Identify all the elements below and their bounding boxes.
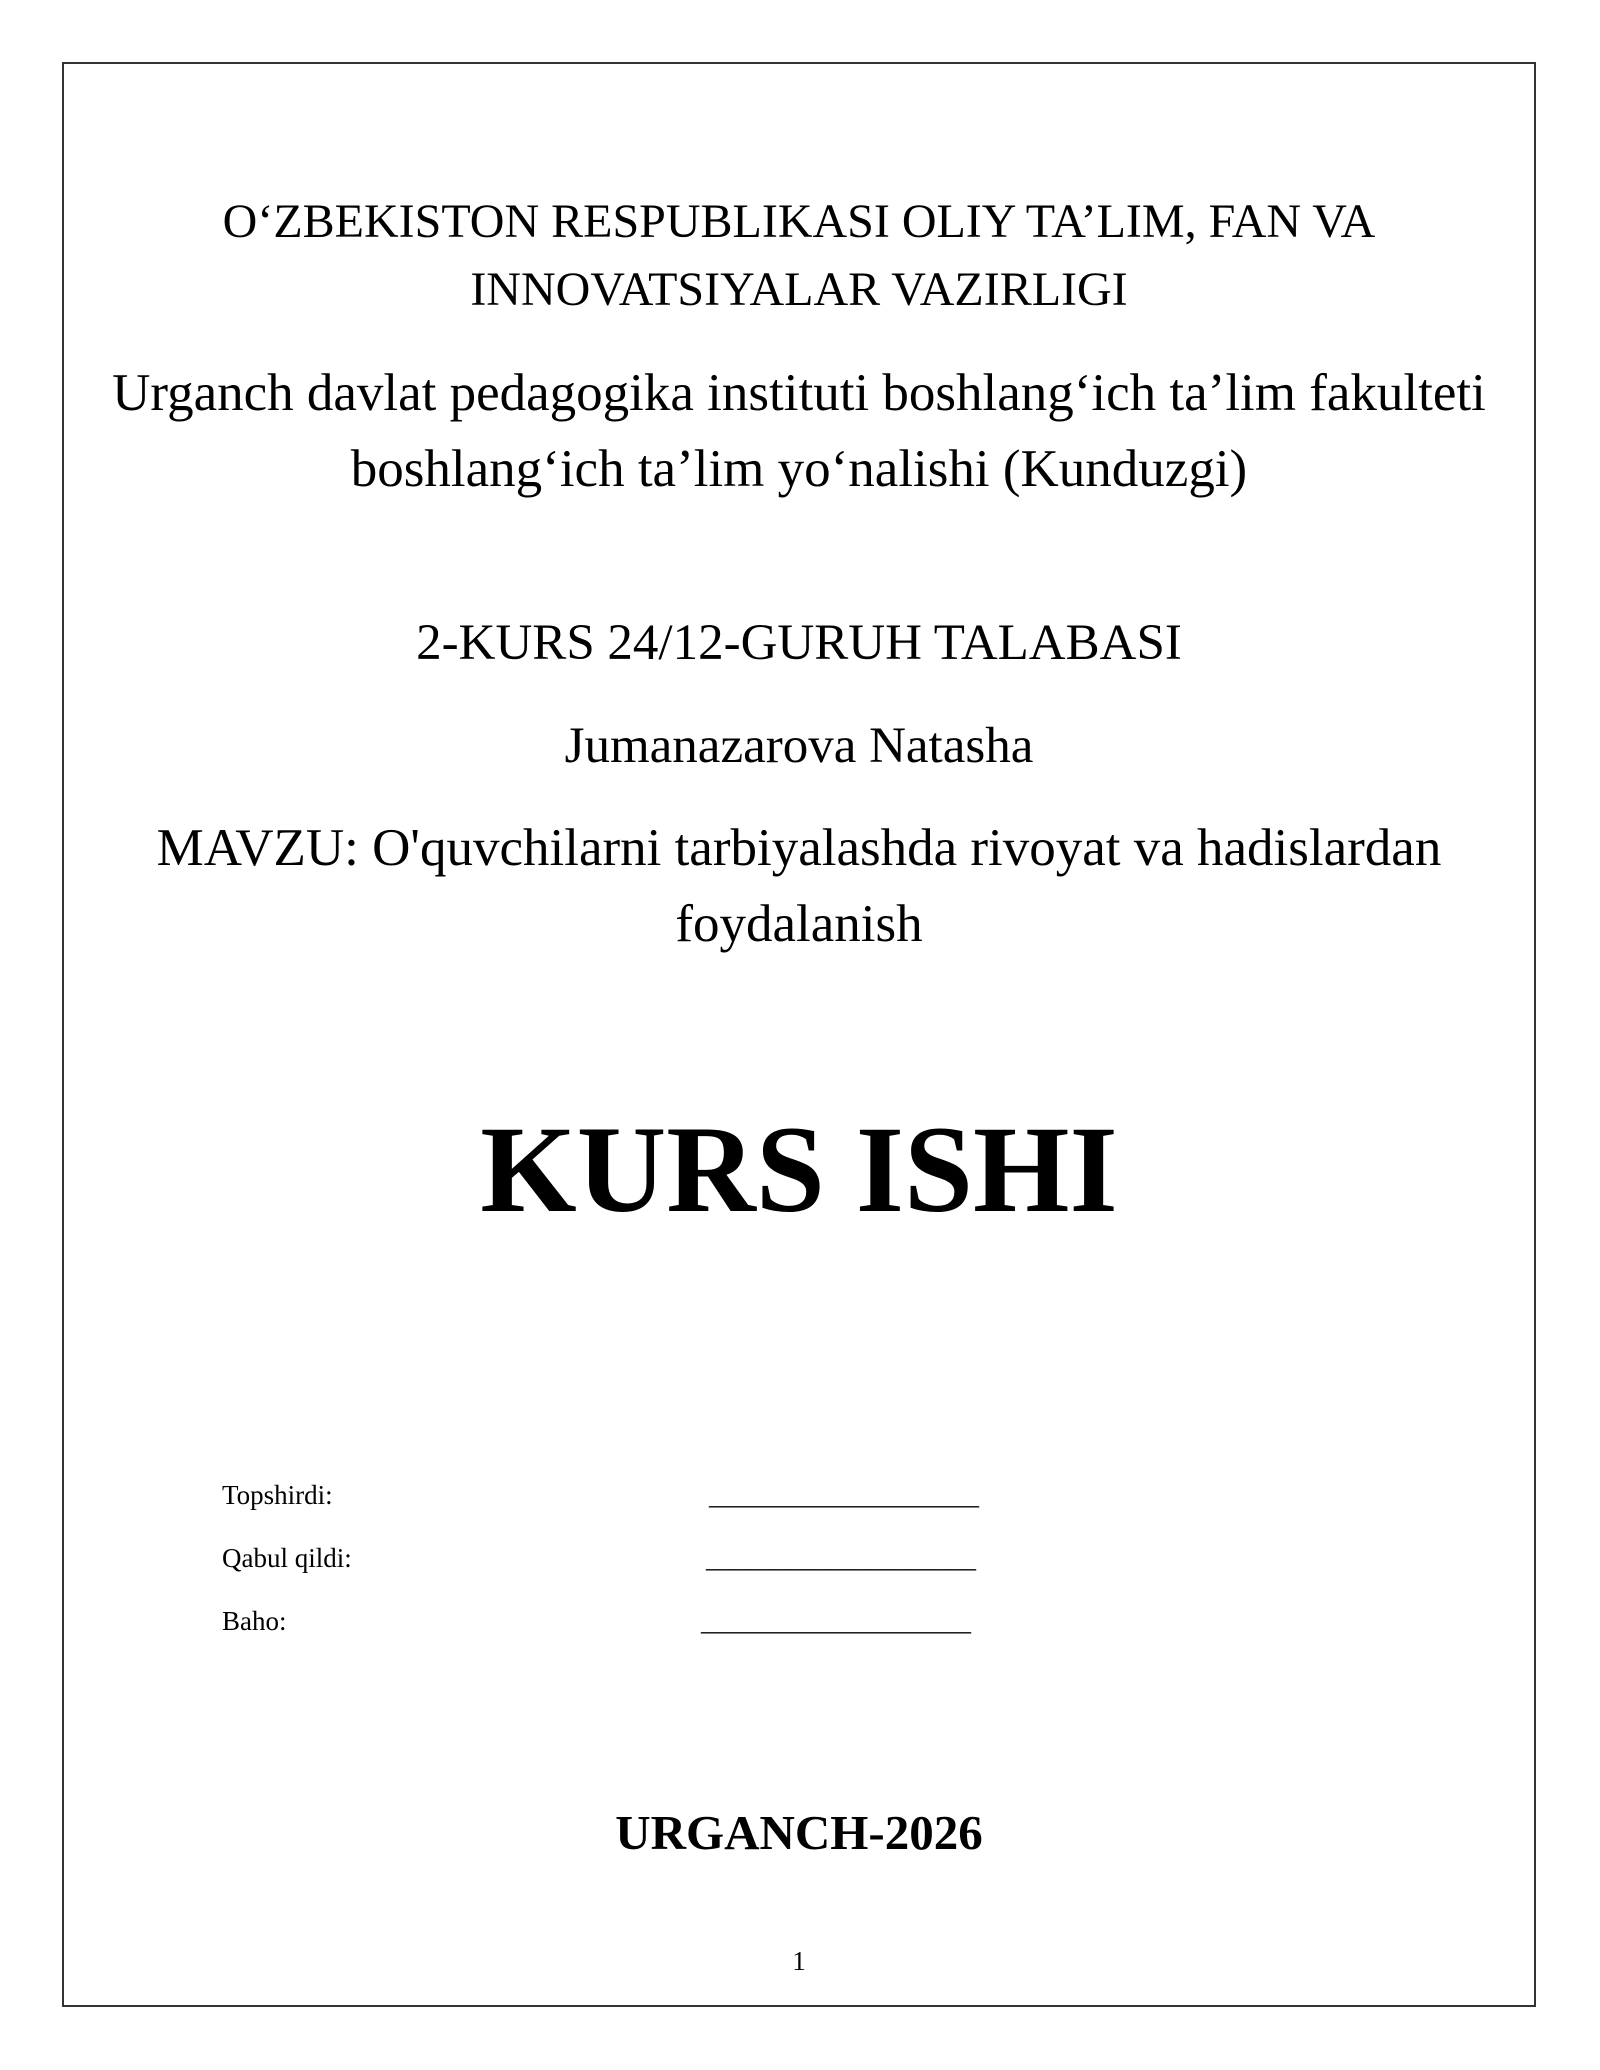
course-group: 2-KURS 24/12-GURUH TALABASI [416, 615, 1182, 671]
accepted-label: Qabul qildi: [222, 1543, 352, 1573]
institute-name: Urganch davlat pedagogika instituti boshlang‘ich ta’lim fakulteti boshlang‘ich ta’lim yo‘nalishi (Kunduzgi) [112, 364, 1486, 498]
signature-row-grade [222, 1601, 1122, 1641]
grade-label: Baho: [222, 1606, 287, 1636]
city-year: URGANCH-2026 [615, 1805, 983, 1860]
page-border [62, 62, 1536, 2007]
submitted-label: Topshirdi: [222, 1480, 333, 1510]
student-name: Jumanazarova Natasha [564, 718, 1034, 774]
signature-row-accepted [222, 1538, 1122, 1578]
signature-row-submitted [222, 1475, 1122, 1515]
topic-title: MAVZU: O'quvchilarni tarbiyalashda rivoyat va hadislardan foydalanish [156, 819, 1442, 953]
accepted-signature-line: ____________________ [706, 1543, 976, 1573]
ministry-title: O‘ZBEKISTON RESPUBLIKASI OLIY TA’LIM, FAN VA INNOVATSIYALAR VAZIRLIGI [222, 195, 1376, 316]
grade-signature-line: ____________________ [701, 1606, 971, 1636]
submitted-signature-line: ____________________ [709, 1480, 979, 1510]
page-number: 1 [792, 1946, 806, 1976]
document-type: KURS ISHI [480, 1101, 1118, 1238]
